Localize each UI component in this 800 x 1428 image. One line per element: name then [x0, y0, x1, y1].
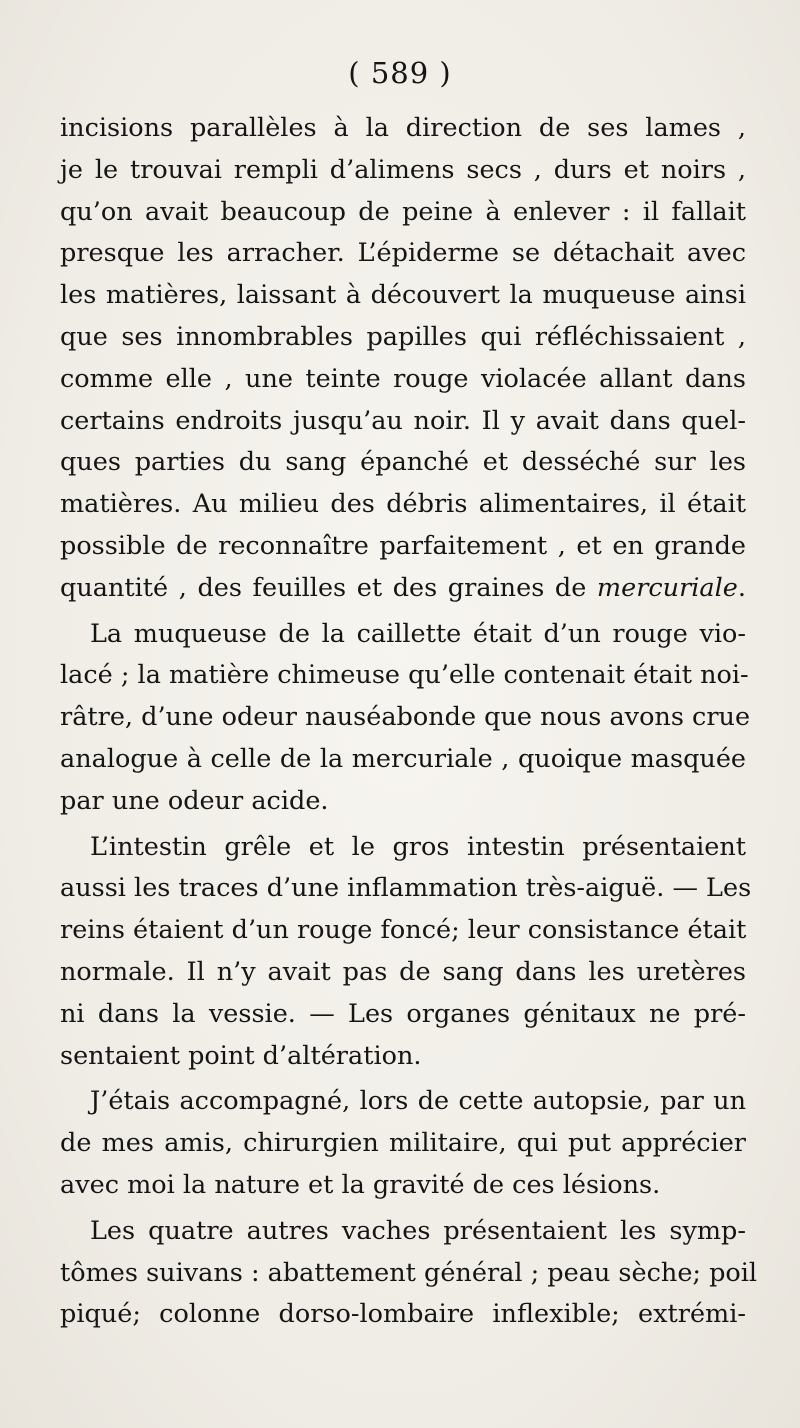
italic-word: mercuriale — [596, 572, 738, 603]
text-line: piqué; colonne dorso-lombaire inflexible; extrémi- — [60, 1299, 746, 1330]
text-line: normale. Il n’y avait pas de sang dans les uretères — [60, 956, 746, 987]
text-line: de mes amis, chirurgien militaire, qui put apprécier — [60, 1128, 746, 1159]
text-line: tômes suivans : abattement général ; peau sèche; poil — [60, 1257, 758, 1288]
paragraph-2 — [60, 614, 751, 823]
page-number: ( 589 ) — [348, 56, 452, 90]
text-line: L’intestin grêle et le gros intestin présentaient — [90, 831, 746, 862]
text-line: ques parties du sang épanché et desséché sur les — [60, 447, 746, 478]
text-line: certains endroits jusqu’au noir. Il y avait dans quel- — [60, 405, 746, 436]
text-line — [60, 568, 746, 610]
text-line: Les quatre autres vaches présentaient les symp- — [90, 1215, 746, 1246]
text-line: les matières, laissant à découvert la muqueuse ainsi — [60, 280, 746, 311]
text-line: analogue à celle de la mercuriale , quoique masquée — [60, 743, 746, 774]
text-line: râtre, d’une odeur nauséabonde que nous avons crue — [60, 702, 751, 733]
text-line: lacé ; la matière chimeuse qu’elle contenait était noi- — [60, 660, 749, 691]
text-line: avec moi la nature et la gravité de ces lésions. — [60, 1169, 661, 1200]
text-line: qu’on avait beaucoup de peine à enlever : il fallait — [60, 196, 746, 227]
text-line: incisions parallèles à la direction de ses lames , — [60, 113, 746, 143]
text-line: possible de reconnaître parfaitement , et en grande — [60, 530, 746, 561]
text-line: La muqueuse de la caillette était d’un rouge vio- — [90, 618, 746, 649]
text-line: que ses innombrables papilles qui réfléchissaient , — [60, 321, 746, 352]
text-line: je le trouvai rempli d’alimens secs , durs et noirs , — [60, 154, 746, 185]
text-line: presque les arracher. L’épiderme se détachait avec — [60, 238, 746, 269]
paragraph-3 — [60, 827, 752, 1078]
text-line: par une odeur acide. — [60, 785, 329, 816]
text-line: sentaient point d’altération. — [60, 1040, 422, 1071]
text-segment: . — [737, 572, 746, 603]
paragraph-5 — [60, 1211, 758, 1336]
paragraph-4 — [60, 1081, 746, 1206]
text-line: J’étais accompagné, lors de cette autopsie, par un — [90, 1086, 746, 1117]
text-segment: quantité , des feuilles et des graines de — [60, 572, 597, 603]
text-line: comme elle , une teinte rouge violacée allant dans — [60, 363, 746, 394]
body-text — [60, 108, 758, 1340]
text-line: ni dans la vessie. — Les organes génitaux ne pré- — [60, 998, 746, 1029]
paragraph-1 — [60, 108, 746, 610]
text-line: matières. Au milieu des débris alimentaires, il était — [60, 489, 746, 520]
text-line: aussi les traces d’une inflammation très-aiguë. — Les — [60, 873, 752, 904]
text-line: reins étaient d’un rouge foncé; leur consistance était — [60, 915, 747, 946]
